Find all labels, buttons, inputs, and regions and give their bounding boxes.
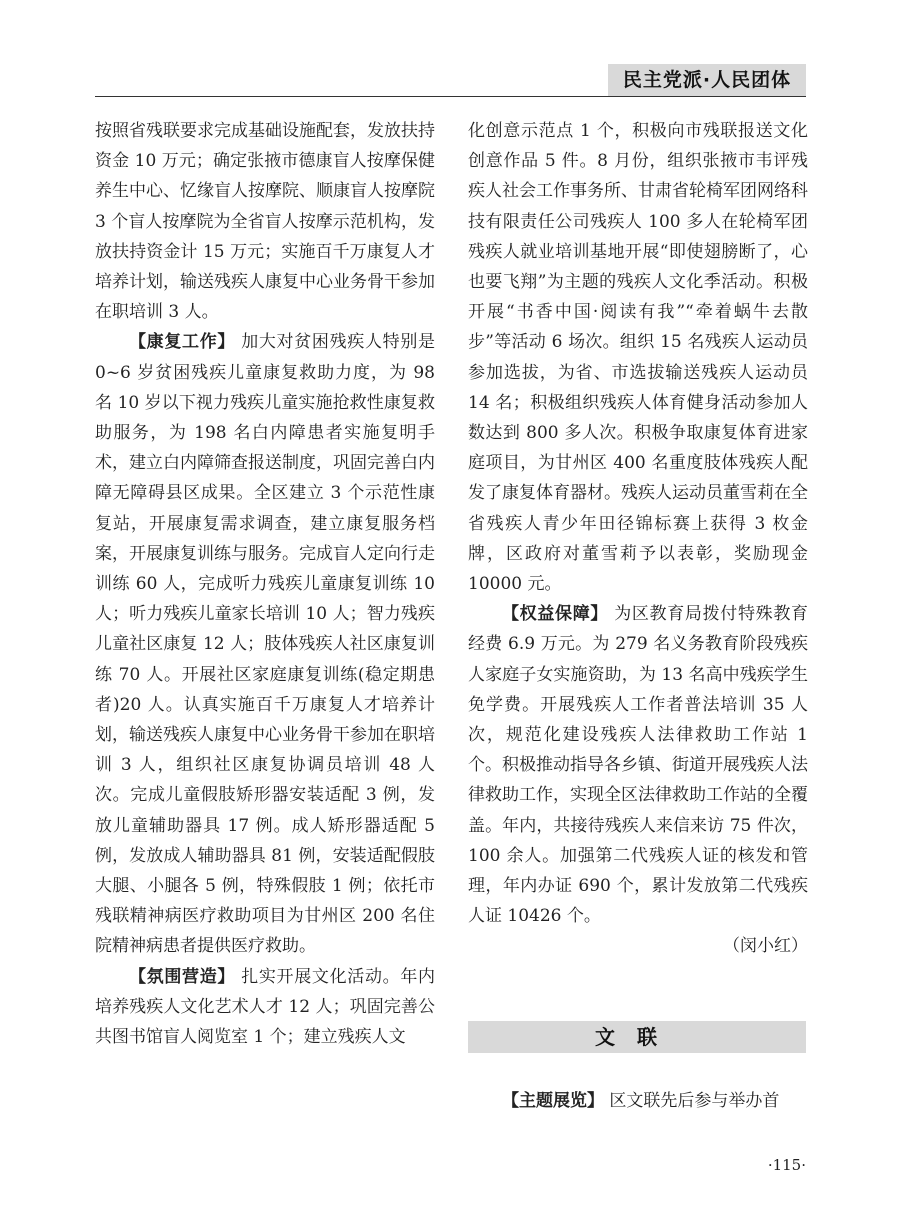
running-header: 民主党派·人民团体	[622, 69, 792, 91]
text-exhibition: 区文联先后参与举办首	[609, 1091, 780, 1111]
label-rights: 【权益保障】	[502, 604, 609, 625]
label-rehab: 【康复工作】	[129, 332, 236, 353]
paragraph-atmosphere	[95, 962, 435, 1053]
section-title: 文联	[595, 1025, 679, 1049]
text-rights: 为区教育局拨付特殊教育经费 6.9 万元。为 279 名义务教育阶段残疾人家庭子女实施资助，为 13 名高中残疾学生免学费。开展残疾人工作者普法培训 35 人次，规范化建设残疾人法律救助工作站 1 个。积极推动指导各乡镇、街道开展残疾人法律救助工作，实现全区法律救助工作站的全覆盖。年内，共接待残疾人来信来访 75 件次，100 余人。加强第二代残疾人证的核发和管理，年内办证 690 个，累计发放第二代残疾人证 10426 个。	[468, 604, 809, 927]
author-credit: （闵小红）	[723, 936, 808, 957]
paragraph-rights	[468, 599, 808, 931]
page-number: ·115·	[767, 1156, 806, 1174]
right-column	[468, 116, 808, 962]
text-rehab: 加大对贫困残疾人特别是 0~6 岁贫困残疾儿童康复救助力度，为 98 名 10 岁以下视力残疾儿童实施抢救性康复救助服务，为 198 名白内障患者实施复明手术，建立白内障筛查报送制度，巩固完善白内障无障碍县区成果。全区建立 3 个示范性康复站，开展康复需求调查，建立康复服务档案，开展康复训练与服务。完成盲人定向行走训练 60 人，完成听力残疾儿童康复训练 10 人；听力残疾儿童家长培训 10 人；智力残疾儿童社区康复 12 人；肢体残疾人社区康复训练 70 人。开展社区家庭康复训练(稳定期患者)20 人。认真实施百千万康复人才培养计划，输送残疾人康复中心业务骨干参加在职培训 3 人，组织社区康复协调员培训 48 人次。完成儿童假肢矫形器安装适配 3 例，发放儿童辅助器具 17 例。成人矫形器适配 5 例，发放成人辅助器具 81 例，安装适配假肢大腿、小腿各 5 例，特殊假肢 1 例；依托市残联精神病医疗救助项目为甘州区 200 名住院精神病患者提供医疗救助。	[95, 332, 436, 957]
label-atmosphere: 【氛围营造】	[129, 966, 236, 987]
header-rule	[95, 96, 806, 97]
paragraph-exhibition	[468, 1086, 808, 1116]
text-atmosphere: 扎实开展文化活动。年内培养残疾人文化艺术人才 12 人；巩固完善公共图书馆盲人阅览室 1 个；建立残疾人文	[95, 966, 436, 1048]
label-exhibition: 【主题展览】	[502, 1091, 604, 1111]
paragraph-facility: 按照省残联要求完成基础设施配套，发放扶持资金 10 万元；确定张掖市德康盲人按摩保健养生中心、忆缘盲人按摩院、顺康盲人按摩院 3 个盲人按摩院为全省盲人按摩示范机构，发放扶持资金计 15 万元；实施百千万康复人才培养计划，输送残疾人康复中心业务骨干参加在职培训 3 人。	[95, 121, 435, 323]
paragraph-culture-continued: 化创意示范点 1 个，积极向市残联报送文化创意作品 5 件。8 月份，组织张掖市韦评残疾人社会工作事务所、甘肃省轮椅军团网络科技有限责任公司残疾人 100 多人在轮椅军团残疾人就业培训基地开展“即使翅膀断了，心也要飞翔”为主题的残疾人文化季活动。积极开展“书香中国·阅读有我”“牵着蜗牛去散步”等活动 6 场次。组织 15 名残疾人运动员参加选拔，为省、市选拔输送残疾人运动员 14 名；积极组织残疾人体育健身活动参加人数达到 800 多人次。积极争取康复体育进家庭项目，为甘州区 400 名重度肢体残疾人配发了康复体育器材。残疾人运动员董雪莉在全省残疾人青少年田径锦标赛上获得 3 枚金牌，区政府对董雪莉予以表彰，奖励现金 10000 元。	[468, 121, 808, 595]
left-column	[95, 116, 435, 1052]
paragraph-rehab	[95, 327, 435, 961]
